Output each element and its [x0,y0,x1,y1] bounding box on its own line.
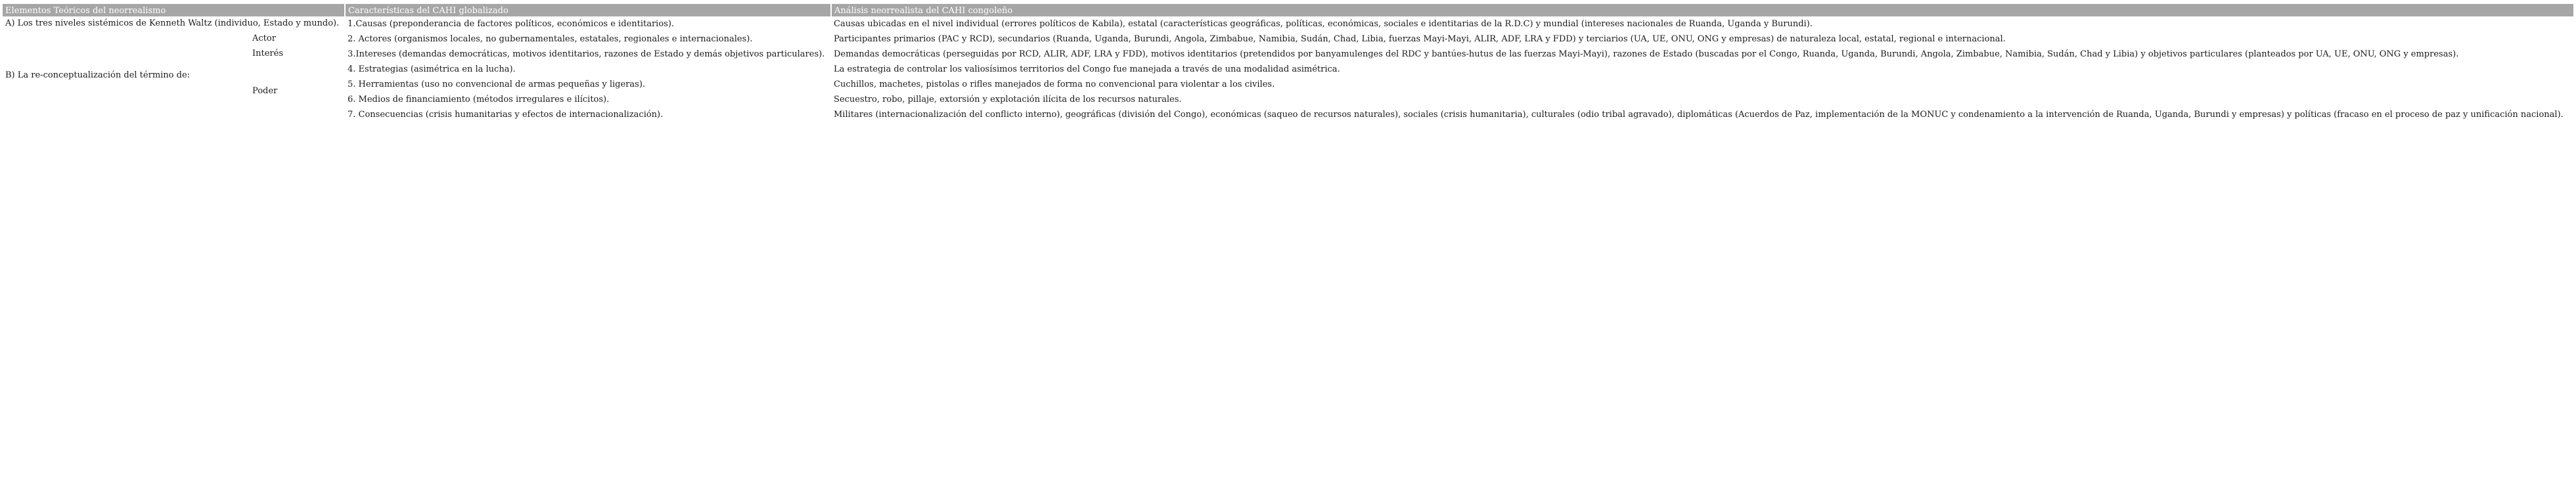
analysis-cell: Cuchillos, machetes, pistolas o rifles manejados de forma no convencional para violentar a los civiles. [834,79,1275,89]
characteristic-cell: 3.Intereses (demandas democráticas, motivos identitarios, razones de Estado y demás objetivos particulares). [348,49,825,59]
table-row [3,32,2573,47]
table-row [3,47,2573,62]
characteristic-cell: 1.Causas (preponderancia de factores políticos, económicos e identitarios). [348,18,675,29]
table-row [3,16,2573,32]
analysis-cell: La estrategia de controlar los valiosísimos territorios del Congo fue manejada a través de una modalidad asimétrica. [834,64,1340,74]
theory-cell-empty [3,77,345,92]
analysis-cell: Secuestro, robo, pillaje, extorsión y explotación ilícita de los recursos naturales. [834,94,1182,104]
table-row [3,107,2573,122]
theory-cell-actor [3,32,345,47]
analysis-cell: Participantes primarios (PAC y RCD), secundarios (Ruanda, Uganda, Burundi, Angola, Zimbabue, Namibia, Sudán, Chad, Libia, fuerzas Mayi-Mayi, ALIR, ADF, LRA y FDD) y terciarios (UA, UE, ONU, ONG y empresas) de naturaleza local, estatal, regional e internacional. [834,34,2006,44]
theory-cell-reconceptualization [3,62,345,80]
poder-label: Poder [252,86,278,96]
header-row [3,4,2573,16]
table-body [3,16,2573,122]
table-header [3,4,2573,16]
actor-label: Actor [252,34,276,43]
theory-cell-poder [3,86,345,107]
table-row [3,62,2573,77]
theory-cell-levels [3,16,345,32]
theory-cell-empty [3,107,345,122]
characteristic-cell: 2. Actores (organismos locales, no gubernamentales, estatales, regionales e internacionales). [348,34,753,44]
analysis-cell: Causas ubicadas en el nivel individual (errores políticos de Kabila), estatal (características geográficas, políticas, económicas, sociales e identitarias de la R.D.C) y mundial (intereses nacionales de Ruanda, Uganda y Burundi). [834,18,1813,29]
comparison-table [3,4,2573,122]
characteristic-cell: 7. Consecuencias (crisis humanitarias y efectos de internacionalización). [348,109,664,120]
header-analysis: Análisis neorrealista del CAHI congoleño [831,4,2573,16]
analysis-cell: Demandas democráticas (perseguidas por RCD, ALIR, ADF, LRA y FDD), motivos identitarios (pretendidos por banyamulenges del RDC y bantúes-hutus de las fuerzas Mayi-Mayi), razones de Estado (buscadas por el Congo, Ruanda, Uganda, Burundi, Angola, Zimbabue, Namibia, Sudán, Chad y Libia) y objetivos particulares (planteados por UA, UE, ONU, ONG y empresas). [834,49,2459,59]
table-row [3,77,2573,92]
analysis-cell: Militares (internacionalización del conflicto interno), geográficas (división del Congo), económicas (saqueo de recursos naturales), sociales (crisis humanitaria), culturales (odio tribal agravado), diplomáticas (Acuerdos de Paz, implementación de la MONUC y condenamiento a la intervención de Ruanda, Uganda, Burundi y empresas) y políticas (fracaso en el proceso de paz y unificación nacional). [834,109,2564,120]
interes-label: Interés [252,49,284,58]
characteristic-cell: 5. Herramientas (uso no convencional de armas pequeñas y ligeras). [348,79,646,89]
reconceptualization-label: B) La re-conceptualización del término de: [5,70,191,80]
header-theoretical-elements: Elementos Teóricos del neorrealismo [3,4,345,16]
characteristic-cell: 6. Medios de financiamiento (métodos irregulares e ilícitos). [348,94,610,104]
table-row [3,92,2573,107]
characteristic-cell: 4. Estrategias (asimétrica en la lucha). [348,64,516,74]
levels-label: A) Los tres niveles sistémicos de Kenneth Waltz (individuo, Estado y mundo). [5,18,340,28]
theory-cell-interes [3,47,345,62]
header-characteristics: Características del CAHI globalizado [345,4,831,16]
